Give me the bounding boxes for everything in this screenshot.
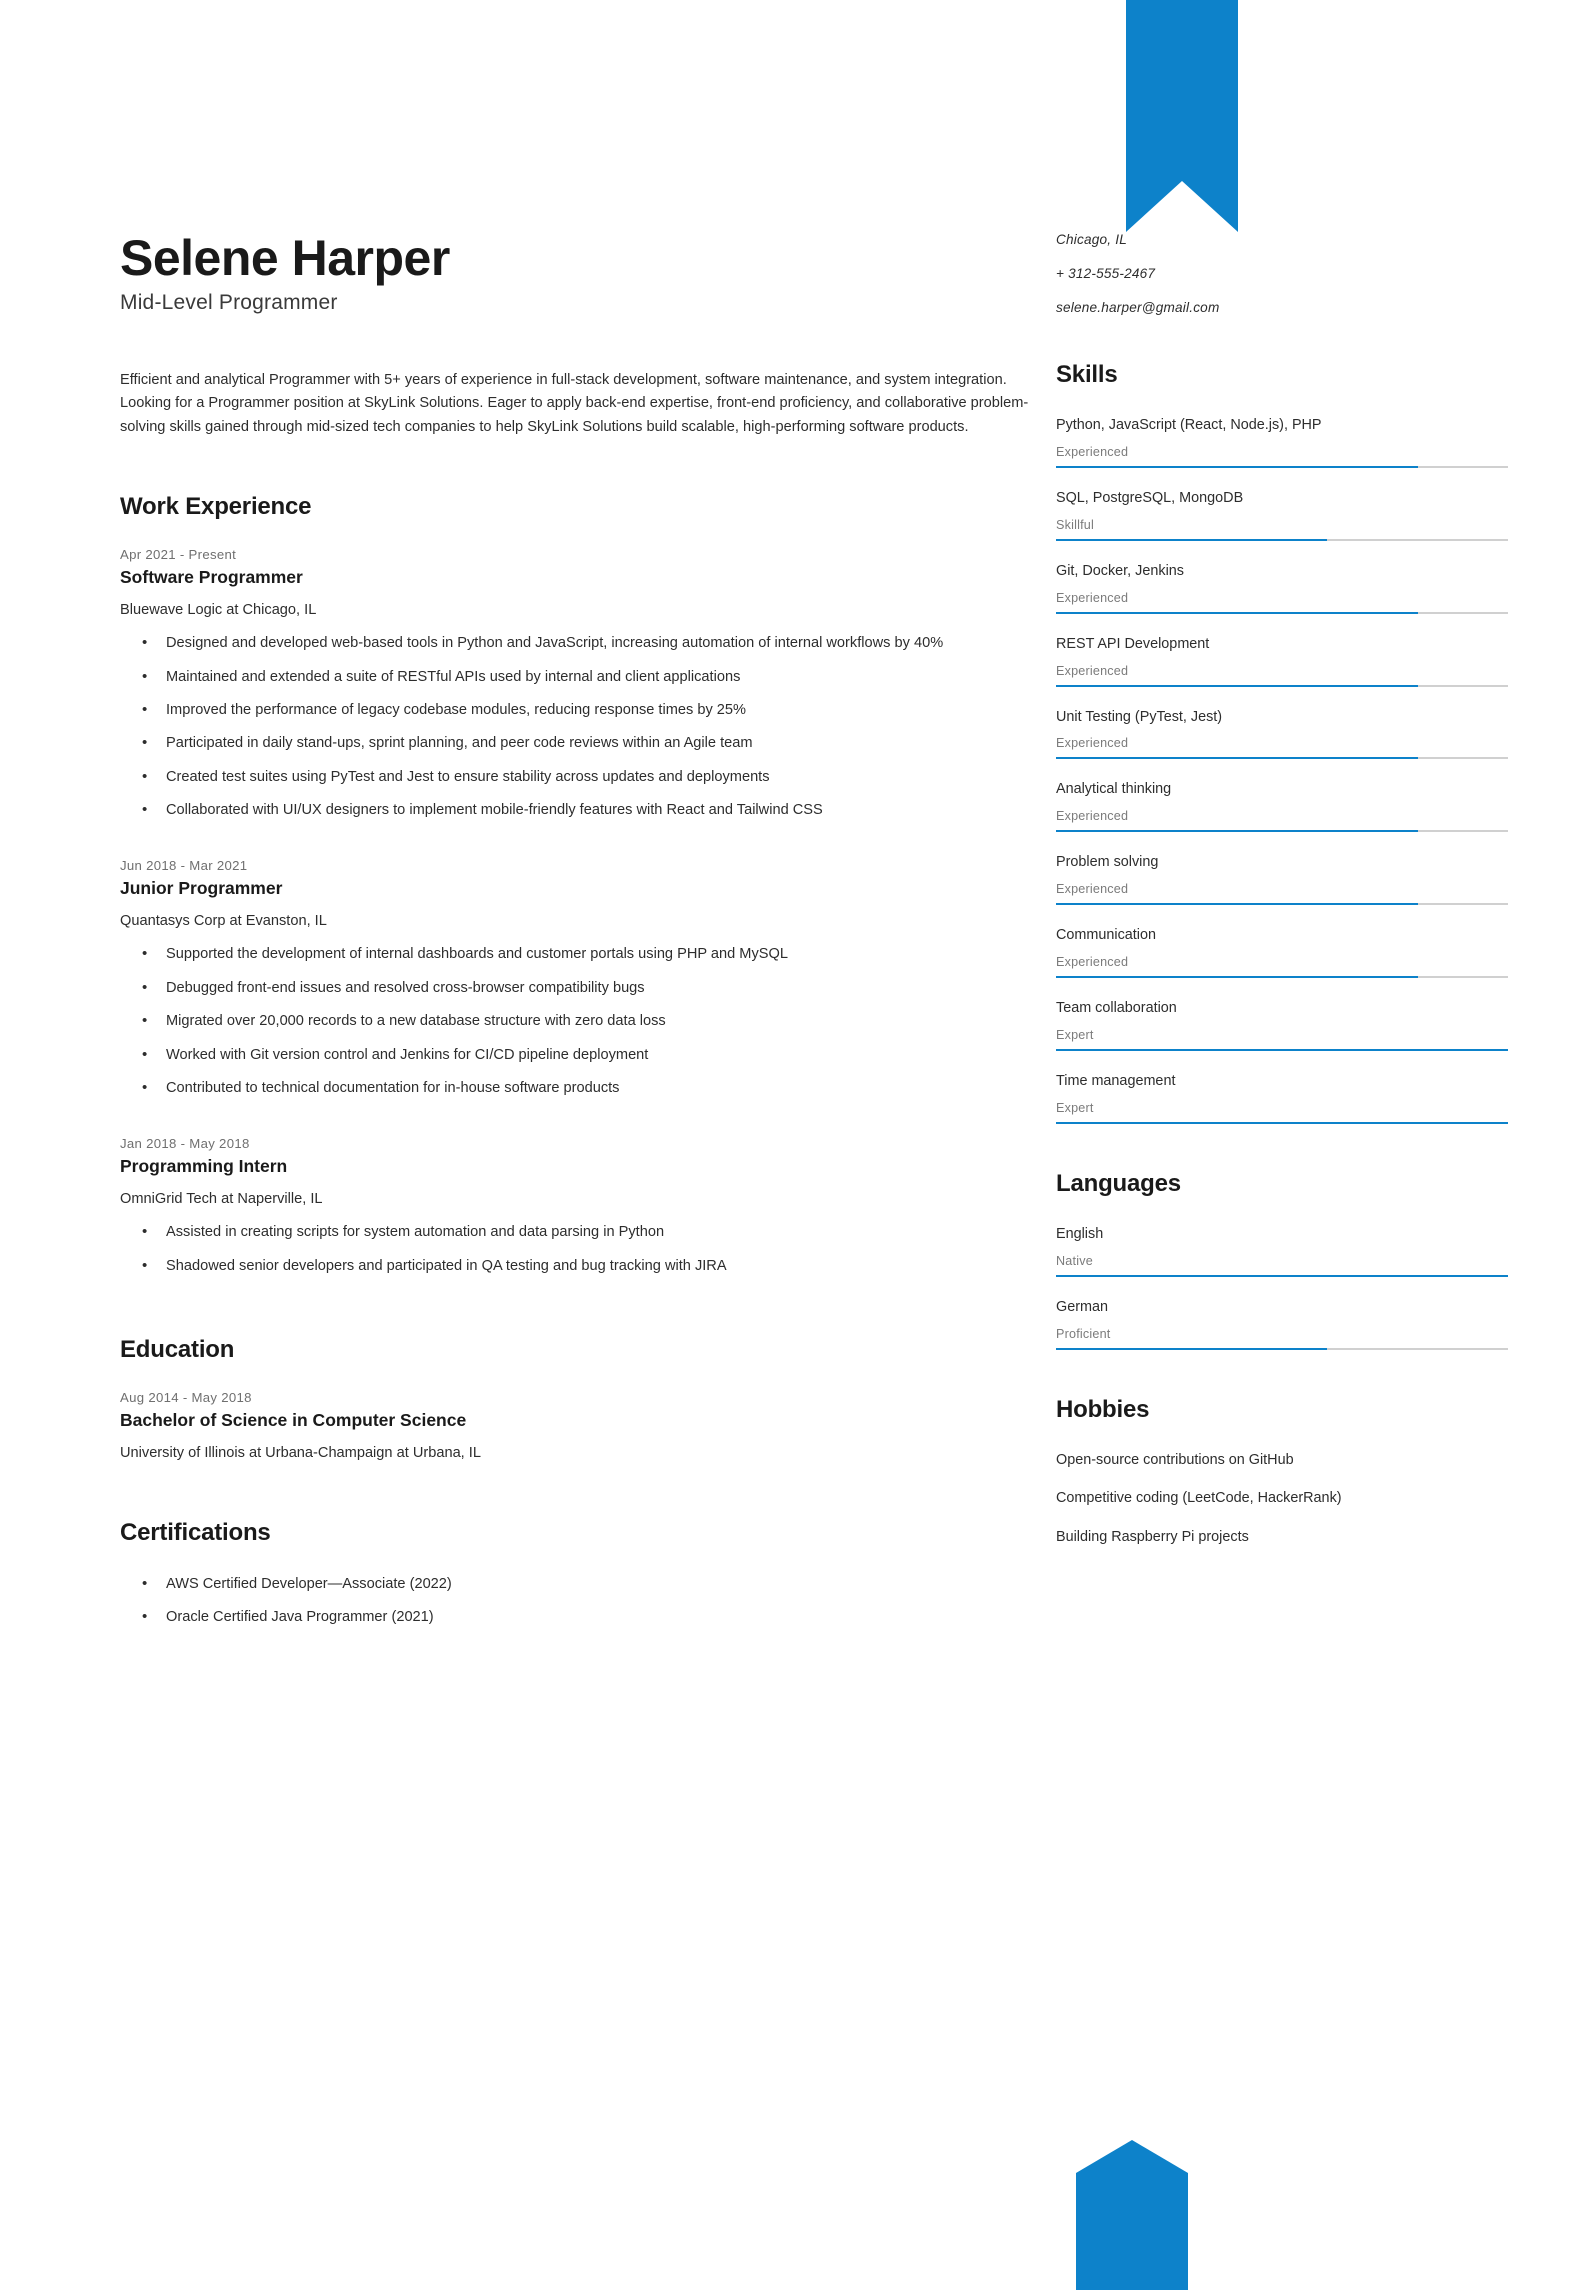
language-name: German bbox=[1056, 1298, 1108, 1315]
job-dates: Jan 2018 - May 2018 bbox=[120, 1136, 250, 1152]
skill-bar bbox=[1056, 1122, 1508, 1124]
skill-bar bbox=[1056, 830, 1508, 832]
skill-name: Unit Testing (PyTest, Jest) bbox=[1056, 708, 1223, 725]
job-bullets bbox=[120, 632, 1046, 822]
language-item bbox=[1056, 1224, 1508, 1277]
list-item: • Participated in daily stand-ups, sprint planning, and peer code reviews within an Agile team bbox=[166, 732, 1046, 755]
work-experience-section bbox=[120, 493, 1046, 1277]
education-school: University of Illinois at Urbana-Champaign at Urbana, IL bbox=[120, 1444, 481, 1461]
skill-item bbox=[1056, 707, 1508, 760]
job-bullets bbox=[120, 943, 1046, 1100]
job-organization: OmniGrid Tech at Naperville, IL bbox=[120, 1191, 323, 1208]
skill-item bbox=[1056, 634, 1508, 687]
list-item: • Migrated over 20,000 records to a new database structure with zero data loss bbox=[166, 1010, 1046, 1033]
list-item: • Maintained and extended a suite of RESTful APIs used by internal and client applications bbox=[166, 666, 1046, 689]
skill-item bbox=[1056, 925, 1508, 978]
contact-phone: + 312-555-2467 bbox=[1056, 266, 1156, 281]
contact-email[interactable]: selene.harper@gmail.com bbox=[1056, 300, 1220, 315]
hobby-item: Open-source contributions on GitHub bbox=[1056, 1451, 1294, 1468]
skill-name: SQL, PostgreSQL, MongoDB bbox=[1056, 489, 1244, 506]
job-organization: Quantasys Corp at Evanston, IL bbox=[120, 913, 327, 930]
list-item: • Oracle Certified Java Programmer (2021) bbox=[166, 1606, 1046, 1629]
skill-name: Git, Docker, Jenkins bbox=[1056, 562, 1184, 579]
job-bullets bbox=[120, 1221, 1046, 1278]
education-dates: Aug 2014 - May 2018 bbox=[120, 1389, 252, 1405]
section-heading-work-experience: Work Experience bbox=[120, 493, 312, 521]
certifications-section bbox=[120, 1519, 1046, 1630]
skill-name: Python, JavaScript (React, Node.js), PHP bbox=[1056, 417, 1322, 433]
contact-location: Chicago, IL bbox=[1056, 232, 1127, 247]
professional-summary: Efficient and analytical Programmer with 5+ years of experience in full-stack development, software maintenance, and system integration. Looking for a Programmer position at SkyLink Solutions. Eager to apply back-end expertise, front-end proficiency, and collaborative problem-solving skills gained through mid-sized tech companies to help SkyLink Solutions build scalable, high-performing software products. bbox=[120, 371, 1029, 435]
education-section bbox=[120, 1336, 1046, 1461]
list-item: • Designed and developed web-based tools in Python and JavaScript, increasing automation of internal workflows by 40% bbox=[166, 632, 1046, 655]
job-entry bbox=[120, 858, 1046, 1100]
education-degree: Bachelor of Science in Computer Science bbox=[120, 1409, 467, 1430]
skill-name: Communication bbox=[1056, 927, 1156, 944]
skill-name: Team collaboration bbox=[1056, 1000, 1177, 1016]
skill-bar bbox=[1056, 612, 1508, 614]
list-item: • Contributed to technical documentation for in-house software products bbox=[166, 1077, 1046, 1100]
language-level: Proficient bbox=[1056, 1326, 1111, 1341]
skill-level: Experienced bbox=[1056, 882, 1129, 897]
list-item: • Improved the performance of legacy codebase modules, reducing response times by 25% bbox=[166, 699, 1046, 722]
language-bar bbox=[1056, 1275, 1508, 1277]
decorative-ribbon-bottom bbox=[1076, 2140, 1188, 2290]
skill-name: Time management bbox=[1056, 1072, 1176, 1089]
section-heading-certifications: Certifications bbox=[120, 1518, 271, 1546]
section-heading-languages: Languages bbox=[1056, 1169, 1181, 1197]
job-title: Programming Intern bbox=[120, 1156, 288, 1177]
job-title: Software Programmer bbox=[120, 567, 303, 588]
hobbies-list bbox=[1056, 1450, 1508, 1549]
list-item: • Debugged front-end issues and resolved cross-browser compatibility bugs bbox=[166, 977, 1046, 1000]
job-dates: Jun 2018 - Mar 2021 bbox=[120, 858, 248, 874]
sidebar bbox=[1046, 0, 1588, 1566]
skill-level: Experienced bbox=[1056, 590, 1129, 605]
skill-item bbox=[1056, 852, 1508, 905]
language-level: Native bbox=[1056, 1253, 1093, 1268]
page-title: Selene Harper bbox=[120, 230, 450, 286]
skill-bar bbox=[1056, 976, 1508, 978]
skill-name: Problem solving bbox=[1056, 854, 1159, 871]
language-name: English bbox=[1056, 1225, 1104, 1242]
skill-item bbox=[1056, 1071, 1508, 1124]
list-item: • Worked with Git version control and Jenkins for CI/CD pipeline deployment bbox=[166, 1044, 1046, 1067]
education-entry bbox=[120, 1390, 1046, 1461]
job-subtitle: Mid-Level Programmer bbox=[120, 290, 338, 314]
languages-list bbox=[1056, 1224, 1508, 1350]
main-column bbox=[0, 0, 1046, 1670]
skill-level: Expert bbox=[1056, 1100, 1094, 1115]
section-heading-education: Education bbox=[120, 1335, 235, 1363]
skill-item bbox=[1056, 415, 1508, 468]
section-heading-hobbies: Hobbies bbox=[1056, 1395, 1150, 1423]
list-item: • Collaborated with UI/UX designers to implement mobile-friendly features with React and Tailwind CSS bbox=[166, 799, 1046, 822]
skill-level: Experienced bbox=[1056, 736, 1129, 751]
list-item: • Supported the development of internal dashboards and customer portals using PHP and MySQL bbox=[166, 943, 1046, 966]
skill-level: Experienced bbox=[1056, 955, 1129, 969]
job-title: Junior Programmer bbox=[120, 878, 283, 899]
job-entry bbox=[120, 547, 1046, 822]
hobby-item: Building Raspberry Pi projects bbox=[1056, 1529, 1249, 1546]
hobby-item: Competitive coding (LeetCode, HackerRank) bbox=[1056, 1490, 1342, 1507]
skill-bar bbox=[1056, 757, 1508, 759]
language-bar bbox=[1056, 1348, 1508, 1350]
certifications-list bbox=[120, 1573, 1046, 1630]
skill-bar bbox=[1056, 1049, 1508, 1051]
skill-name: Analytical thinking bbox=[1056, 781, 1172, 798]
skill-bar bbox=[1056, 685, 1508, 687]
skill-bar bbox=[1056, 539, 1508, 541]
job-dates: Apr 2021 - Present bbox=[120, 547, 237, 563]
skill-name: REST API Development bbox=[1056, 635, 1210, 652]
list-item: • Assisted in creating scripts for system automation and data parsing in Python bbox=[166, 1221, 1046, 1244]
list-item: • Shadowed senior developers and participated in QA testing and bug tracking with JIRA bbox=[166, 1255, 1046, 1278]
skill-bar bbox=[1056, 466, 1508, 468]
skills-list bbox=[1056, 415, 1508, 1124]
skill-level: Experienced bbox=[1056, 444, 1129, 459]
skill-item bbox=[1056, 998, 1508, 1051]
contact-block bbox=[1056, 232, 1508, 315]
list-item: • Created test suites using PyTest and Jest to ensure stability across updates and deployments bbox=[166, 766, 1046, 789]
skill-item bbox=[1056, 488, 1508, 541]
skill-bar bbox=[1056, 903, 1508, 905]
skill-level: Experienced bbox=[1056, 809, 1129, 824]
skill-item bbox=[1056, 779, 1508, 832]
job-organization: Bluewave Logic at Chicago, IL bbox=[120, 602, 317, 619]
section-heading-skills: Skills bbox=[1056, 361, 1118, 388]
skill-level: Experienced bbox=[1056, 663, 1129, 678]
skill-level: Expert bbox=[1056, 1027, 1094, 1042]
language-item bbox=[1056, 1297, 1508, 1350]
job-entry bbox=[120, 1136, 1046, 1278]
list-item: • AWS Certified Developer—Associate (2022) bbox=[166, 1573, 1046, 1596]
skill-item bbox=[1056, 561, 1508, 614]
skill-level: Skillful bbox=[1056, 517, 1094, 532]
